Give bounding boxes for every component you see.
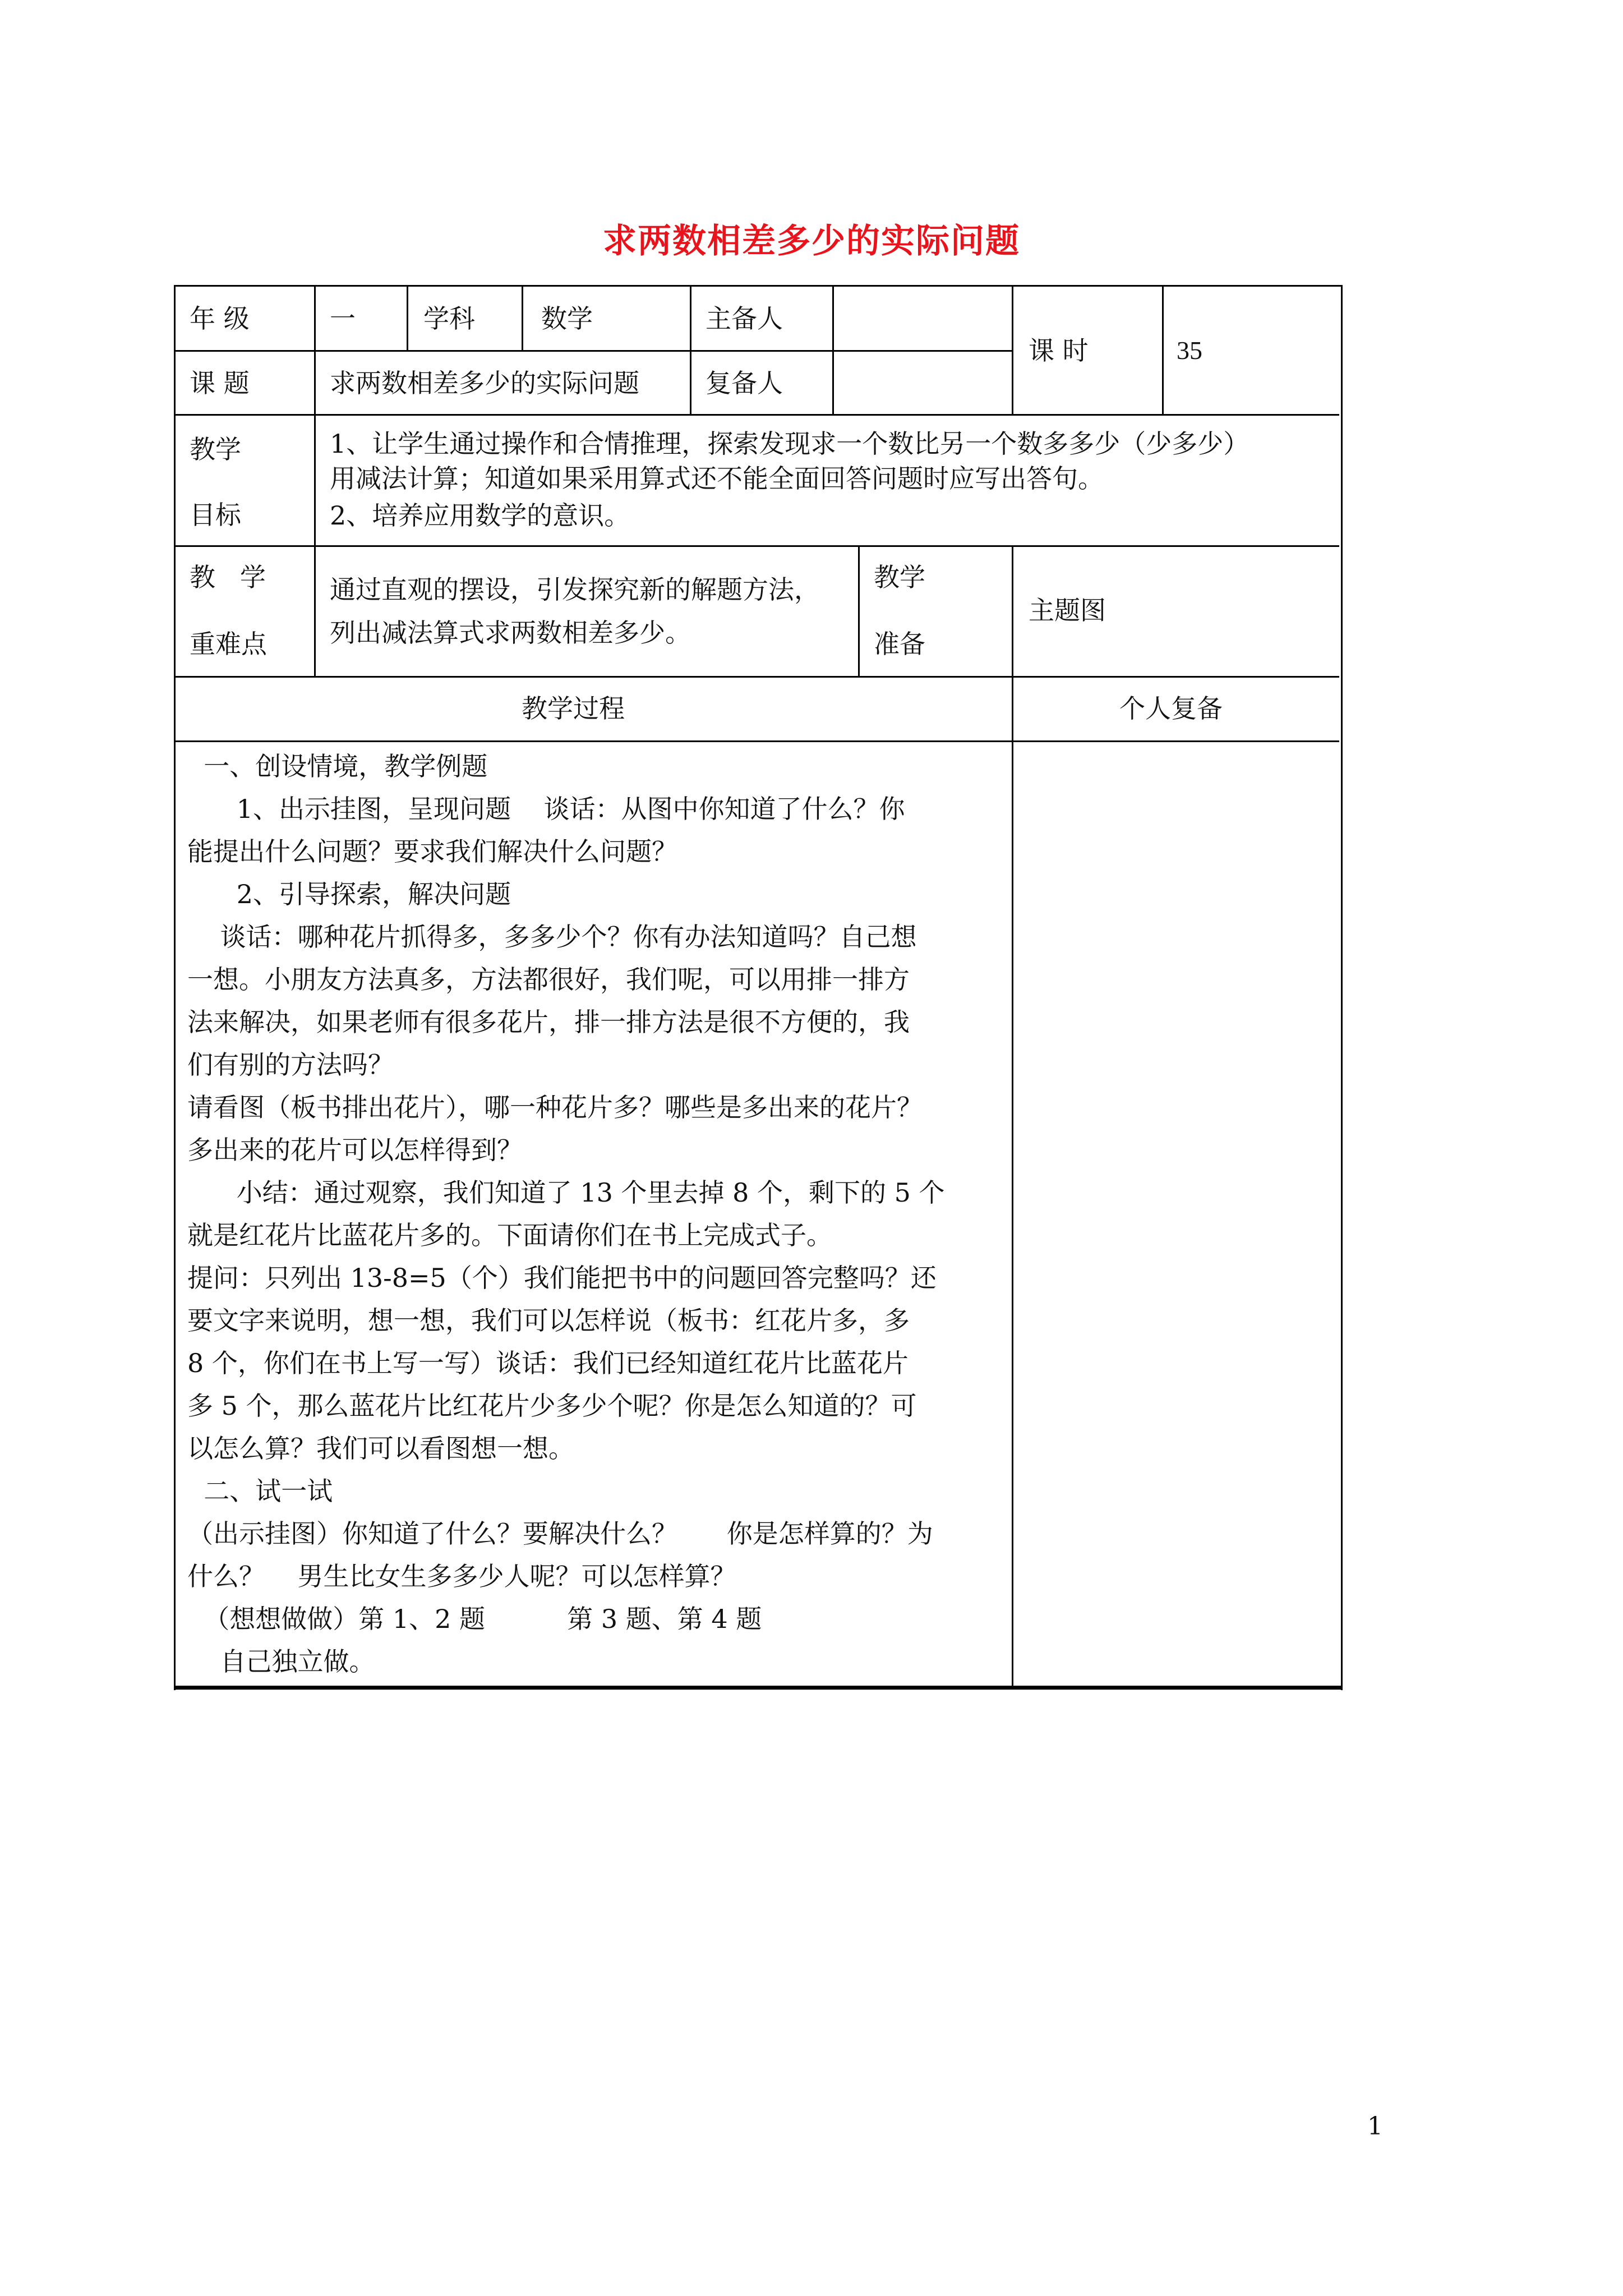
vrule-grade [407, 285, 408, 350]
process-line: 一、创设情境，教学例题 [187, 751, 488, 781]
rule-row5 [174, 740, 1339, 742]
vrule-preparer [690, 285, 691, 414]
grade-value: 一 [330, 303, 356, 334]
period-label: 课 时 [1029, 335, 1089, 366]
co-preparer-label: 复备人 [706, 368, 783, 398]
prep-value: 主题图 [1029, 595, 1106, 625]
main-preparer-label: 主备人 [706, 303, 783, 334]
vrule-preparer-value [832, 285, 834, 414]
process-line: （想想做做）第 1、2 题 第 3 题、第 4 题 [187, 1604, 762, 1634]
process-line: （出示挂图）你知道了什么？要解决什么？ 你是怎样算的？为 [187, 1519, 933, 1549]
period-value: 35 [1177, 336, 1202, 365]
rule-row1 [174, 350, 1012, 352]
process-line: 以怎么算？我们可以看图想一想。 [187, 1433, 574, 1464]
process-line: 一想。小朋友方法真多，方法都很好，我们呢，可以用排一排方 [187, 964, 910, 995]
keypoints-line-2: 列出减法算式求两数相差多少。 [330, 618, 691, 648]
rule-row4 [174, 676, 1339, 678]
process-line: 小结：通过观察，我们知道了 13 个里去掉 8 个，剩下的 5 个 [187, 1177, 945, 1208]
page-number: 1 [1367, 2112, 1383, 2141]
process-line: 就是红花片比蓝花片多的。下面请你们在书上完成式子。 [187, 1220, 832, 1250]
process-line: 什么？ 男生比女生多多少人呢？可以怎样算？ [187, 1561, 736, 1591]
personal-review-header: 个人复备 [1119, 693, 1223, 724]
grade-label: 年 级 [190, 303, 250, 334]
topic-value: 求两数相差多少的实际问题 [330, 368, 639, 398]
process-line: 谈话：哪种花片抓得多，多多少个？你有办法知道吗？自己想 [187, 922, 917, 952]
page-title: 求两数相差多少的实际问题 [603, 222, 1020, 261]
goals-line-2: 用减法计算；知道如果采用算式还不能全面回答问题时应写出答句。 [330, 463, 1104, 494]
vrule-process [1012, 676, 1013, 1686]
vrule-label-col [314, 285, 316, 676]
goals-label-2: 目标 [190, 500, 241, 530]
process-line: 8 个，你们在书上写一写）谈话：我们已经知道红花片比蓝花片 [187, 1348, 909, 1378]
vrule-period-value [1162, 285, 1164, 414]
goals-line-3: 2、培养应用数学的意识。 [330, 500, 630, 531]
prep-label-2: 准备 [874, 629, 925, 659]
topic-label: 课 题 [190, 368, 250, 398]
rule-row3 [174, 545, 1339, 547]
process-line: 自己独立做。 [187, 1646, 375, 1677]
keypoints-label-2: 重难点 [190, 629, 267, 659]
process-line: 能提出什么问题？要求我们解决什么问题？ [187, 836, 677, 867]
rule-row2 [174, 414, 1339, 416]
subject-value: 数学 [541, 303, 593, 334]
process-line: 多出来的花片可以怎样得到？ [187, 1135, 523, 1165]
table-bottom-rule [174, 1686, 1341, 1690]
subject-label: 学科 [423, 303, 475, 334]
keypoints-line-1: 通过直观的摆设，引发探究新的解题方法， [330, 574, 820, 605]
process-line: 1、出示挂图，呈现问题 谈话：从图中你知道了什么？你 [187, 794, 905, 824]
process-line: 二、试一试 [187, 1476, 333, 1506]
process-line: 请看图（板书排出花片），哪一种花片多？哪些是多出来的花片？ [187, 1092, 923, 1122]
prep-label-1: 教学 [874, 562, 925, 592]
process-line: 们有别的方法吗？ [187, 1050, 394, 1080]
goals-label-1: 教学 [190, 434, 241, 464]
vrule-keypoint-prep [858, 545, 860, 676]
process-header: 教学过程 [522, 693, 625, 724]
process-line: 提问：只列出 13-8=5（个）我们能把书中的问题回答完整吗？还 [187, 1263, 937, 1293]
goals-line-1: 1、让学生通过操作和合情推理，探索发现求一个数比另一个数多多少（少多少） [330, 429, 1249, 459]
vrule-subject [522, 285, 523, 350]
vrule-period [1012, 285, 1013, 414]
process-line: 2、引导探索，解决问题 [187, 879, 511, 909]
process-line: 法来解决，如果老师有很多花片，排一排方法是很不方便的，我 [187, 1007, 910, 1037]
process-line: 要文字来说明，想一想，我们可以怎样说（板书：红花片多，多 [187, 1305, 910, 1336]
process-line: 多 5 个，那么蓝花片比红花片少多少个呢？你是怎么知道的？可 [187, 1391, 917, 1421]
keypoints-label-1: 教 学 [190, 562, 266, 592]
vrule-prep-value [1012, 545, 1013, 676]
